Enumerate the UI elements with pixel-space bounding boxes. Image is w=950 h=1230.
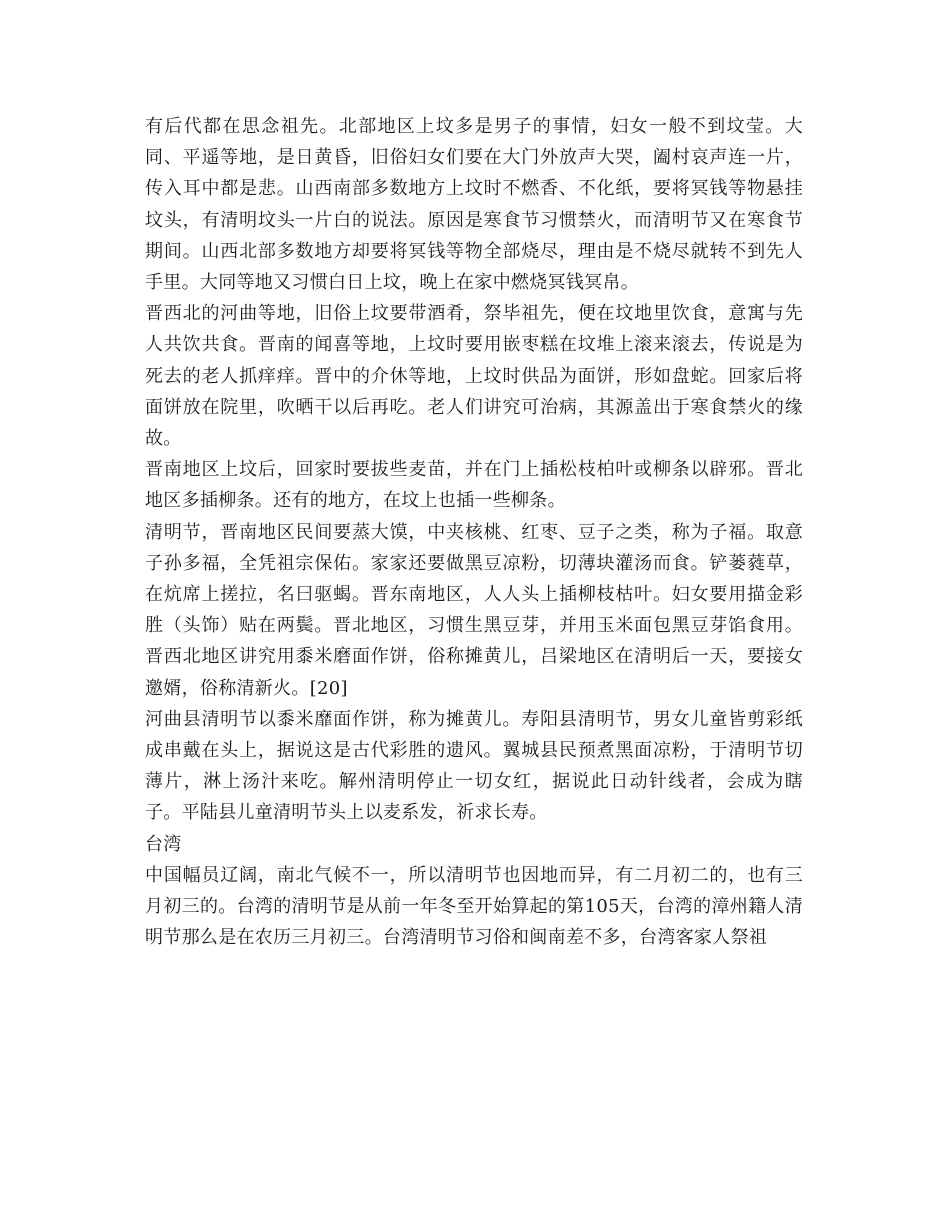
paragraph-willow-branches: 晋南地区上坟后，回家时要拔些麦苗，并在门上插松枝柏叶或柳条以辟邪。晋北地区多插柳条。还有的地方，在坟上也插一些柳条。 (145, 459, 803, 512)
paragraph-qingming-foods: 清明节，晋南地区民间要蒸大馍，中夹核桃、红枣、豆子之类，称为子福。取意子孙多福，全凭祖宗保佑。家家还要做黑豆凉粉，切薄块灌汤而食。铲蒌蕤草，在炕席上搓拉，名曰驱蝎。晋东南地区，人人头上插柳枝枯叶。妇女要用描金彩胜（头饰）贴在两鬓。晋北地区，习惯生黑豆芽，并用玉米面包黑豆芽馅食用。晋西北地区讲究用黍米磨面作饼，俗称摊黄儿，吕梁地区在清明后一天，要接女邀婿，俗称清新火。[20] (145, 521, 803, 699)
section-heading-taiwan: 台湾 (145, 833, 182, 855)
paragraph-jin-regional-customs: 晋西北的河曲等地，旧俗上坟要带酒肴，祭毕祖先，便在坟地里饮食，意寓与先人共饮共食。晋南的闻喜等地，上坟时要用嵌枣糕在坟堆上滚来滚去，传说是为死去的老人抓痒痒。晋中的介休等地，上坟时供品为面饼，形如盘蛇。回家后将面饼放在院里，吹晒干以后再吃。老人们讲究可治病，其源盖出于寒食禁火的缘故。 (145, 303, 803, 450)
paragraph-taiwan-qingming: 中国幅员辽阔，南北气候不一，所以清明节也因地而异，有二月初二的，也有三月初三的。台湾的清明节是从前一年冬至开始算起的第105天，台湾的漳州籍人清明节那么是在农历三月初三。台湾清明节习俗和闽南差不多，台湾客家人祭祖 (145, 864, 803, 949)
paragraph-county-customs: 河曲县清明节以黍米靡面作饼，称为摊黄儿。寿阳县清明节，男女儿童皆剪彩纸成串戴在头上，据说这是古代彩胜的遗风。翼城县民预煮黑面凉粉，于清明节切薄片，淋上汤汁来吃。解州清明停止一切女红，据说此日动针线者，会成为瞎子。平陆县儿童清明节头上以麦系发，祈求长寿。 (145, 708, 803, 824)
document-body (145, 111, 803, 953)
paragraph-shanxi-tomb-sweeping: 有后代都在思念祖先。北部地区上坟多是男子的事情，妇女一般不到坟莹。大同、平遥等地，是日黄昏，旧俗妇女们要在大门外放声大哭，阖村哀声连一片，传入耳中都是悲。山西南部多数地方上坟时不燃香、不化纸，要将冥钱等物悬挂坟头，有清明坟头一片白的说法。原因是寒食节习惯禁火，而清明节又在寒食节期间。山西北部多数地方却要将冥钱等物全部烧尽，理由是不烧尽就转不到先人手里。大同等地又习惯白日上坟，晚上在家中燃烧冥钱冥帛。 (145, 116, 803, 294)
